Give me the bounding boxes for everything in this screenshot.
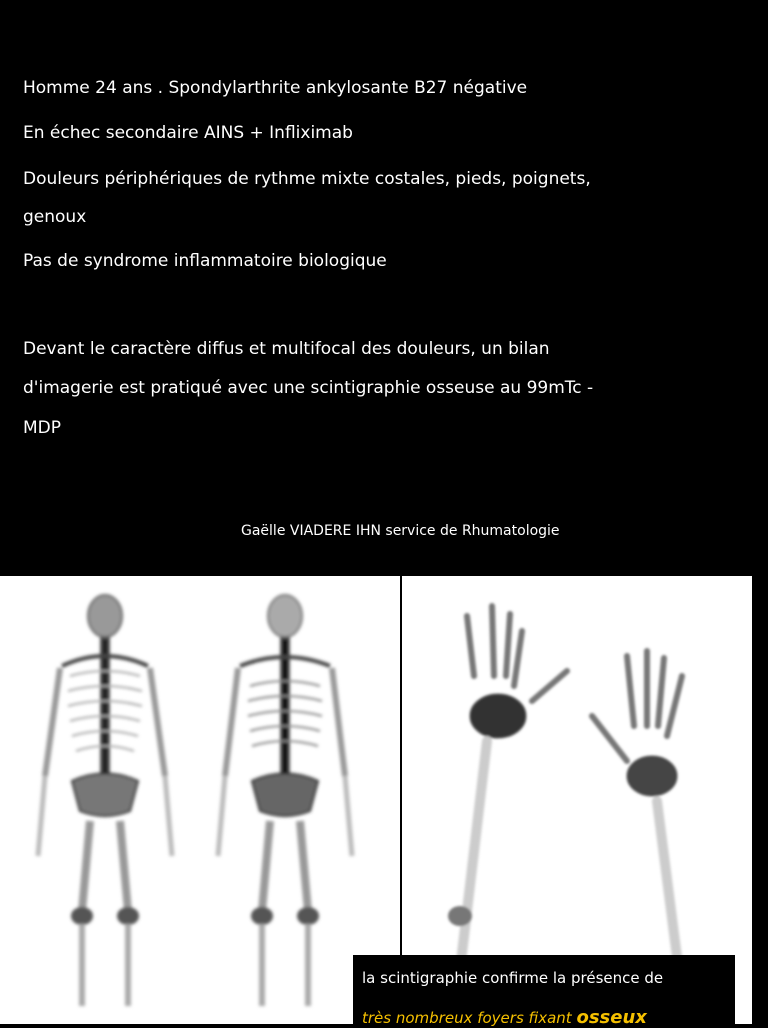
case-line-imaging-cont: d'imagerie est pratiqué avec une scintigraphie osseuse au 99mTc - (23, 378, 594, 398)
case-line-biology: Pas de syndrome inflammatoire biologique (23, 251, 387, 271)
case-line-imaging-end: MDP (23, 418, 62, 438)
posterior-skeleton (218, 595, 352, 1006)
caption-line-2 (362, 1007, 647, 1028)
caption-emphasis: osseux (576, 1007, 647, 1028)
anterior-skeleton (38, 595, 172, 1006)
case-line-treatment: En échec secondaire AINS + Infliximab (23, 123, 353, 143)
whole-body-scan (0, 576, 400, 1024)
case-line-pain: Douleurs périphériques de rythme mixte costales, pieds, poignets, (23, 169, 591, 189)
case-line-patient: Homme 24 ans . Spondylarthrite ankylosante B27 négative (23, 78, 528, 98)
case-line-pain-cont: genoux (23, 207, 87, 227)
caption-line-2-text: très nombreux foyers fixant (362, 1009, 572, 1027)
case-line-imaging: Devant le caractère diffus et multifocal des douleurs, un bilan (23, 339, 550, 359)
caption-line-1: la scintigraphie confirme la présence de (362, 969, 664, 987)
caption-box (353, 955, 735, 1028)
author-credit: Gaëlle VIADERE IHN service de Rhumatologie (241, 523, 560, 539)
